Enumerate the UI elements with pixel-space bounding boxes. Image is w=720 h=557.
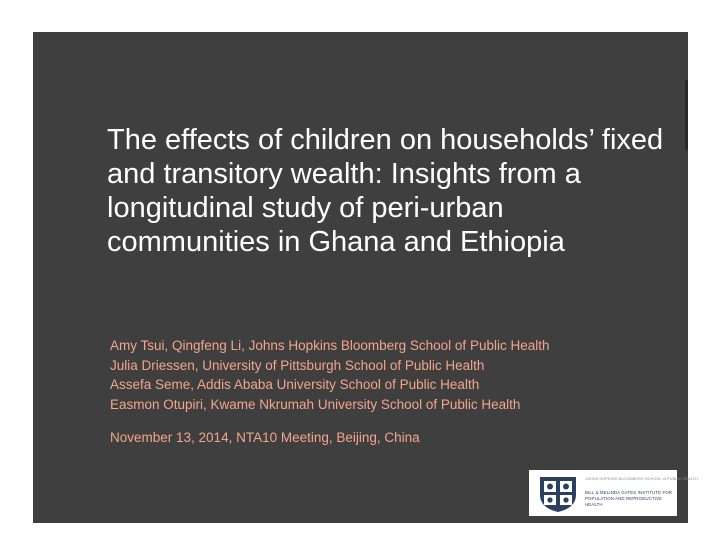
meeting-info: November 13, 2014, NTA10 Meeting, Beijing, China (110, 430, 420, 445)
logo-institute-line-2: POPULATION AND REPRODUCTIVE HEALTH (585, 496, 663, 507)
author-line: Julia Driessen, University of Pittsburgh School of Public Health (110, 357, 485, 373)
slide-edge-bar (685, 80, 688, 150)
author-line: Easmon Otupiri, Kwame Nkrumah University School of Public Health (110, 396, 521, 412)
author-line: Assefa Seme, Addis Ababa University School of Public Health (110, 377, 480, 392)
logo-institute-line-1: BILL & MELINDA GATES INSTITUTE FOR (585, 490, 673, 495)
institute-logo (529, 470, 698, 516)
author-list (110, 336, 680, 414)
slide (33, 32, 698, 523)
slide-title: The effects of children on households’ fixed and transitory wealth: Insights from a longitudinal study of peri-urban communities in Ghana and Ethiopia (107, 124, 664, 258)
shield-seal-icon (537, 475, 579, 513)
author-line: Amy Tsui, Qingfeng Li, Johns Hopkins Bloomberg School of Public Health (110, 338, 550, 353)
logo-wordmark (585, 476, 698, 508)
logo-university-line: JOHNS HOPKINS BLOOMBERG SCHOOL of PUBLIC HEALTH (585, 477, 698, 481)
